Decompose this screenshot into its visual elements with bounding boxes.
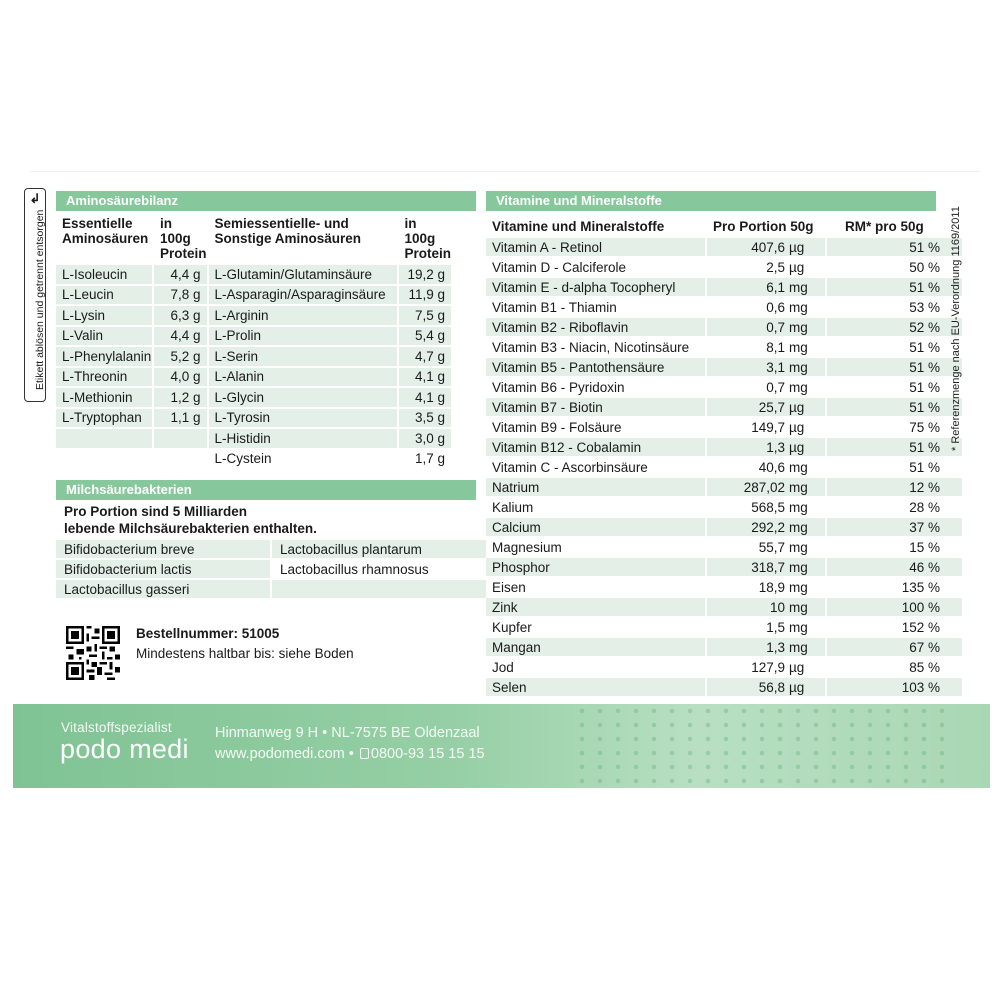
amino-semi-value: 1,7 g [414, 451, 445, 467]
reference-note: * Referenzmenge nach EU-Verordnung 1169/2011 [950, 206, 962, 451]
vitamin-unit: mg [789, 459, 808, 475]
table-row [56, 540, 486, 558]
vitamin-name: Vitamin C - Ascorbinsäure [492, 459, 648, 475]
amino-rows [56, 265, 451, 468]
vitamin-unit: µg [789, 399, 805, 415]
vitamin-amount [707, 538, 825, 556]
vitamin-amount [707, 418, 825, 436]
vitamin-amount-value: 6,1 [766, 279, 785, 295]
vitamin-amount [707, 638, 825, 656]
amino-semi-value: 7,5 g [399, 306, 452, 325]
vitamin-name: Kalium [492, 499, 534, 515]
vitamin-rm: 53 % [909, 299, 940, 315]
phone-icon [360, 748, 369, 759]
vitamin-amount [707, 658, 825, 676]
amino-essential-value: 7,8 g [154, 286, 207, 305]
vitamin-rm: 37 % [827, 518, 962, 536]
vitamin-amount [707, 678, 825, 696]
company-address: Hinmanweg 9 H • NL-7575 BE Oldenzaal [215, 725, 480, 741]
vitamin-name: Mangan [486, 638, 705, 656]
table-row [486, 298, 962, 316]
table-row [486, 618, 962, 636]
vitamin-amount [707, 298, 825, 316]
vitamin-unit: mg [789, 299, 808, 315]
table-row [486, 598, 962, 616]
website: www.podomedi.com • [215, 746, 354, 762]
vitamin-unit: mg [789, 499, 808, 515]
amino-head-per100-2: in 100g Protein [404, 216, 452, 261]
brand-logo-text: podo medi [60, 734, 189, 764]
vitamin-amount-value: 407,6 [751, 239, 785, 255]
amino-semi-value: 4,7 g [399, 347, 452, 366]
milch-intro [64, 503, 317, 537]
vitamin-rm: 100 % [827, 598, 962, 616]
vitamin-name: Vitamin B2 - Riboflavin [486, 318, 705, 336]
amino-semi-name: L-Prolin [209, 327, 397, 346]
vitamin-name: Selen [486, 678, 705, 696]
vitamin-rm: 51 % [827, 238, 962, 256]
bacteria-left: Lactobacillus gasseri [56, 580, 270, 598]
amino-essential-name: L-Tryptophan [56, 409, 152, 428]
bacteria-table [54, 538, 488, 600]
vitamin-rm: 51 % [909, 339, 940, 355]
amino-semi-name: L-Glycin [209, 388, 397, 407]
vitamin-rm: 52 % [827, 318, 962, 336]
table-row [486, 358, 962, 376]
amino-essential-name: L-Isoleucin [56, 265, 152, 284]
table-row [486, 658, 962, 676]
table-row [486, 578, 962, 596]
amino-essential-name: L-Valin [56, 327, 152, 346]
vitamin-rm: 51 % [909, 379, 940, 395]
amino-semi-name: L-Glutamin/Glutaminsäure [209, 265, 397, 284]
vitamin-unit: mg [789, 599, 808, 615]
amino-head-per100: in 100g Protein [160, 216, 207, 261]
vitamin-name: Vitamin B1 - Thiamin [492, 299, 617, 315]
vitamin-amount [707, 318, 825, 336]
brand-tagline: Vitalstoffspezialist [61, 720, 172, 735]
vitamin-amount [707, 358, 825, 376]
vitamin-name: Jod [492, 659, 514, 675]
vitamin-rm: 75 % [909, 419, 940, 435]
vitamin-amount-value: 0,6 [766, 299, 785, 315]
vitamin-unit: mg [789, 479, 808, 495]
amino-semi-value: 3,0 g [399, 429, 452, 448]
phone-number: 0800-93 15 15 15 [370, 746, 485, 762]
table-row [56, 429, 451, 448]
amino-essential-value: 1,1 g [154, 409, 207, 428]
vitamin-amount [707, 598, 825, 616]
vitamin-name: Vitamin B12 - Cobalamin [486, 438, 705, 456]
table-row [486, 558, 962, 576]
amino-essential-value: 4,4 g [154, 327, 207, 346]
amino-semi-name: L-Serin [209, 347, 397, 366]
return-arrow-icon: ↲ [29, 191, 41, 206]
table-row [486, 338, 962, 356]
vitamin-unit: mg [789, 379, 808, 395]
table-row [56, 580, 486, 598]
vitamin-amount [707, 558, 825, 576]
vitamin-name: Vitamin A - Retinol [486, 238, 705, 256]
table-row [56, 560, 486, 578]
vitamin-amount-value: 0,7 [766, 379, 785, 395]
side-note: Etikett ablösen und getrennt entsorgen [34, 209, 46, 390]
vitamin-amount [707, 338, 825, 356]
vitamin-unit: mg [789, 639, 808, 655]
vitamin-amount [707, 258, 825, 276]
table-row [56, 327, 451, 346]
vitamin-rm: 15 % [909, 539, 940, 555]
vitamin-name: Zink [486, 598, 705, 616]
vitamin-rm: 103 % [827, 678, 962, 696]
bacteria-rows [56, 540, 486, 598]
bacteria-left: Bifidobacterium lactis [56, 560, 270, 578]
amino-essential-name: L-Threonin [56, 368, 152, 387]
table-row [56, 347, 451, 366]
amino-semi-name: L-Tyrosin [209, 409, 397, 428]
vitamin-amount-value: 318,7 [751, 559, 785, 575]
table-row [486, 678, 962, 696]
table-row [56, 388, 451, 407]
vitamin-name: Vitamin B3 - Niacin, Nicotinsäure [492, 339, 690, 355]
vitamin-amount [707, 578, 825, 596]
amino-head-semi: Semiessentielle- und Sonstige Aminosäuren [214, 216, 362, 246]
vitamin-rm: 51 % [827, 278, 962, 296]
table-row [486, 378, 962, 396]
brand-footer [13, 704, 990, 788]
vitamin-unit: µg [789, 659, 805, 675]
amino-semi-name: L-Cystein [214, 451, 272, 467]
amino-semi-name: L-Alanin [209, 368, 397, 387]
vitamin-amount-value: 0,7 [766, 319, 785, 335]
table-row [486, 438, 962, 456]
vit-head-portion: Pro Portion 50g [713, 218, 814, 234]
dot-pattern [573, 704, 953, 788]
vitamin-rows [486, 238, 962, 696]
vitamin-name: Vitamin B6 - Pyridoxin [492, 379, 625, 395]
amino-semi-value: 3,5 g [399, 409, 452, 428]
vitamin-amount [707, 618, 825, 636]
vitamin-name: Calcium [486, 518, 705, 536]
bacteria-right [272, 580, 486, 598]
vitamin-amount-value: 1,5 [766, 619, 785, 635]
vit-head-name: Vitamine und Mineralstoffe [492, 218, 665, 234]
vitamin-rm: 135 % [901, 579, 940, 595]
table-row [486, 478, 962, 496]
vitamin-rm: 46 % [827, 558, 962, 576]
amino-semi-value: 11,9 g [399, 286, 452, 305]
vitamin-amount-value: 127,9 [751, 659, 785, 675]
vitamins-section-title: Vitamine und Mineralstoffe [486, 191, 936, 211]
table-row [56, 306, 451, 325]
vitamin-name: Magnesium [492, 539, 562, 555]
amino-section-title: Aminosäurebilanz [56, 191, 476, 211]
amino-essential-name [56, 450, 152, 469]
amino-semi-value: 4,1 g [399, 388, 452, 407]
amino-essential-name: L-Leucin [56, 286, 152, 305]
vitamin-name: Natrium [486, 478, 705, 496]
amino-semi-value: 5,4 g [399, 327, 452, 346]
vitamin-unit: µg [789, 239, 805, 255]
vitamin-amount [707, 398, 825, 416]
vitamin-rm: 51 % [909, 459, 940, 475]
vitamin-amount-value: 8,1 [766, 339, 785, 355]
vitamin-unit: mg [789, 359, 808, 375]
qr-code-icon [66, 626, 120, 680]
best-before: Mindestens haltbar bis: siehe Boden [136, 646, 354, 661]
amino-semi-name: L-Arginin [209, 306, 397, 325]
vitamin-unit: mg [789, 339, 808, 355]
vitamin-unit: mg [789, 279, 808, 295]
vitamin-unit: mg [789, 519, 808, 535]
vitamin-rm: 51 % [827, 398, 962, 416]
table-row [56, 450, 451, 469]
vitamin-amount [707, 238, 825, 256]
vitamin-unit: µg [789, 259, 805, 275]
amino-semi-name: L-Histidin [209, 429, 397, 448]
amino-head-essential: Essentielle Aminosäuren [62, 216, 149, 246]
vitamin-amount [707, 498, 825, 516]
vitamin-amount-value: 292,2 [751, 519, 785, 535]
vitamin-unit: mg [789, 539, 808, 555]
amino-semi-value: 19,2 g [399, 265, 452, 284]
vitamin-name: Vitamin D - Calciferole [492, 259, 627, 275]
amino-semi-name: L-Asparagin/Asparaginsäure [209, 286, 397, 305]
table-row [486, 418, 962, 436]
amino-essential-value: 4,0 g [154, 368, 207, 387]
vitamin-amount-value: 40,6 [758, 459, 785, 475]
contact-line [215, 746, 485, 762]
amino-essential-value [154, 429, 207, 448]
vitamin-amount [707, 278, 825, 296]
vitamin-unit: µg [789, 419, 805, 435]
table-row [56, 368, 451, 387]
vitamin-name: Vitamin B5 - Pantothensäure [486, 358, 705, 376]
amino-essential-value: 1,2 g [154, 388, 207, 407]
vitamin-amount-value: 568,5 [751, 499, 785, 515]
vitamin-rm: 50 % [909, 259, 940, 275]
vitamin-rm: 51 % [827, 438, 962, 456]
amino-table [54, 214, 453, 470]
vitamin-table [484, 214, 964, 698]
vitamin-amount [707, 518, 825, 536]
vitamin-rm: 51 % [827, 358, 962, 376]
vitamin-unit: µg [789, 679, 805, 695]
vitamin-amount [707, 458, 825, 476]
amino-essential-value [154, 450, 207, 469]
vitamin-amount-value: 149,7 [751, 419, 785, 435]
vitamin-amount-value: 56,8 [758, 679, 785, 695]
vitamin-rm: 85 % [909, 659, 940, 675]
vitamin-amount-value: 1,3 [766, 639, 785, 655]
side-tab [24, 188, 46, 402]
table-row [56, 265, 451, 284]
vitamin-name: Vitamin B7 - Biotin [486, 398, 705, 416]
vitamin-unit: mg [789, 319, 808, 335]
table-row [56, 286, 451, 305]
vitamin-amount-value: 55,7 [758, 539, 785, 555]
table-row [486, 518, 962, 536]
vitamin-rm: 152 % [901, 619, 940, 635]
table-row [56, 409, 451, 428]
table-row [486, 238, 962, 256]
table-row [486, 398, 962, 416]
milch-section-title: Milchsäurebakterien [56, 480, 476, 500]
amino-essential-name: L-Methionin [56, 388, 152, 407]
amino-essential-value: 6,3 g [154, 306, 207, 325]
vitamin-name: Vitamin E - d-alpha Tocopheryl [486, 278, 705, 296]
vitamin-amount [707, 378, 825, 396]
bacteria-right: Lactobacillus rhamnosus [280, 561, 429, 577]
vitamin-amount-value: 287,02 [743, 479, 785, 495]
table-row [486, 258, 962, 276]
order-info [136, 626, 354, 661]
table-row [486, 458, 962, 476]
vitamin-amount-value: 1,3 [766, 439, 785, 455]
vitamin-unit: mg [789, 579, 808, 595]
bacteria-left: Bifidobacterium breve [56, 540, 270, 558]
order-number: Bestellnummer: 51005 [136, 626, 280, 641]
table-row [486, 278, 962, 296]
divider [30, 171, 980, 172]
table-row [486, 638, 962, 656]
vitamin-amount [707, 438, 825, 456]
vitamin-rm: 12 % [827, 478, 962, 496]
vitamin-name: Kupfer [492, 619, 532, 635]
amino-essential-name: L-Lysin [56, 306, 152, 325]
amino-essential-value: 5,2 g [154, 347, 207, 366]
vitamin-rm: 67 % [827, 638, 962, 656]
amino-essential-name: L-Phenylalanin [56, 347, 152, 366]
vitamin-amount-value: 18,9 [758, 579, 785, 595]
vitamin-name: Eisen [492, 579, 526, 595]
vitamin-amount-value: 2,5 [766, 259, 785, 275]
milch-intro-line1: Pro Portion sind 5 Milliarden [64, 504, 248, 519]
table-row [486, 318, 962, 336]
vitamin-unit: mg [789, 619, 808, 635]
bacteria-right: Lactobacillus plantarum [272, 540, 486, 558]
table-row [486, 498, 962, 516]
vitamin-amount-value: 25,7 [758, 399, 785, 415]
vitamin-amount-value: 3,1 [766, 359, 785, 375]
vitamin-rm: 28 % [909, 499, 940, 515]
vitamin-amount [707, 478, 825, 496]
table-row [486, 538, 962, 556]
amino-essential-name [56, 429, 152, 448]
vitamin-unit: mg [789, 559, 808, 575]
amino-essential-value: 4,4 g [154, 265, 207, 284]
vitamin-amount-value: 10 [769, 599, 785, 615]
vitamin-name: Vitamin B9 - Folsäure [492, 419, 622, 435]
amino-semi-value: 4,1 g [399, 368, 452, 387]
vit-head-rm: RM* pro 50g [845, 218, 924, 234]
vitamin-unit: µg [789, 439, 805, 455]
vitamin-name: Phosphor [486, 558, 705, 576]
milch-intro-line2: lebende Milchsäurebakterien enthalten. [64, 521, 317, 536]
